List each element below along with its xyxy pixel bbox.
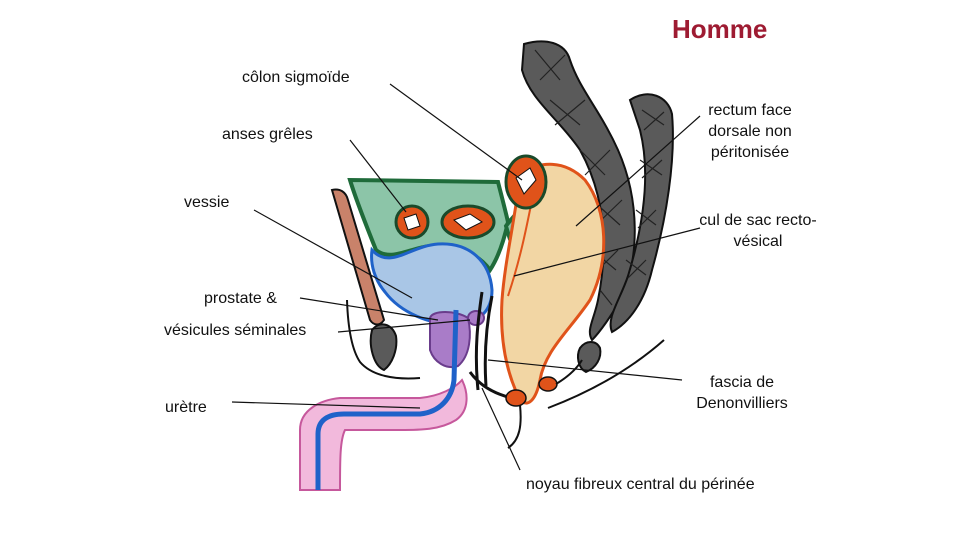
label-rectum (700, 100, 800, 163)
label-uretre: urètre (165, 399, 207, 416)
perineum-outline (548, 340, 664, 408)
buttock-outline (508, 405, 521, 448)
label-anses-greles: anses grêles (222, 126, 313, 143)
sphincter-post (539, 377, 557, 391)
label-vessie: vessie (184, 194, 230, 211)
label-fascia (682, 372, 802, 414)
label-rectum-line-3: péritonisée (710, 144, 790, 161)
label-cul-de-sac (688, 210, 828, 252)
label-cul-de-sac-line-1: cul de sac recto- (699, 212, 817, 229)
sphincter-ext (506, 390, 526, 406)
label-vesicules-seminales: vésicules séminales (164, 322, 307, 339)
pubic-bone-lower (371, 324, 397, 370)
coccyx-bone (578, 342, 600, 372)
penis (300, 380, 467, 490)
label-prostate: prostate & (204, 290, 277, 307)
label-fascia-line-1: fascia de (709, 374, 775, 391)
vesicule-seminale (468, 311, 484, 325)
label-colon-sigmoide: côlon sigmoïde (242, 69, 350, 86)
label-noyau-fibreux: noyau fibreux central du périnée (526, 476, 755, 493)
label-fascia-line-2: Denonvilliers (696, 395, 788, 412)
label-cul-de-sac-line-2: vésical (733, 233, 783, 250)
label-rectum-line-2: dorsale non (708, 123, 792, 140)
label-rectum-line-1: rectum face (708, 102, 792, 119)
title: Homme (672, 14, 768, 44)
